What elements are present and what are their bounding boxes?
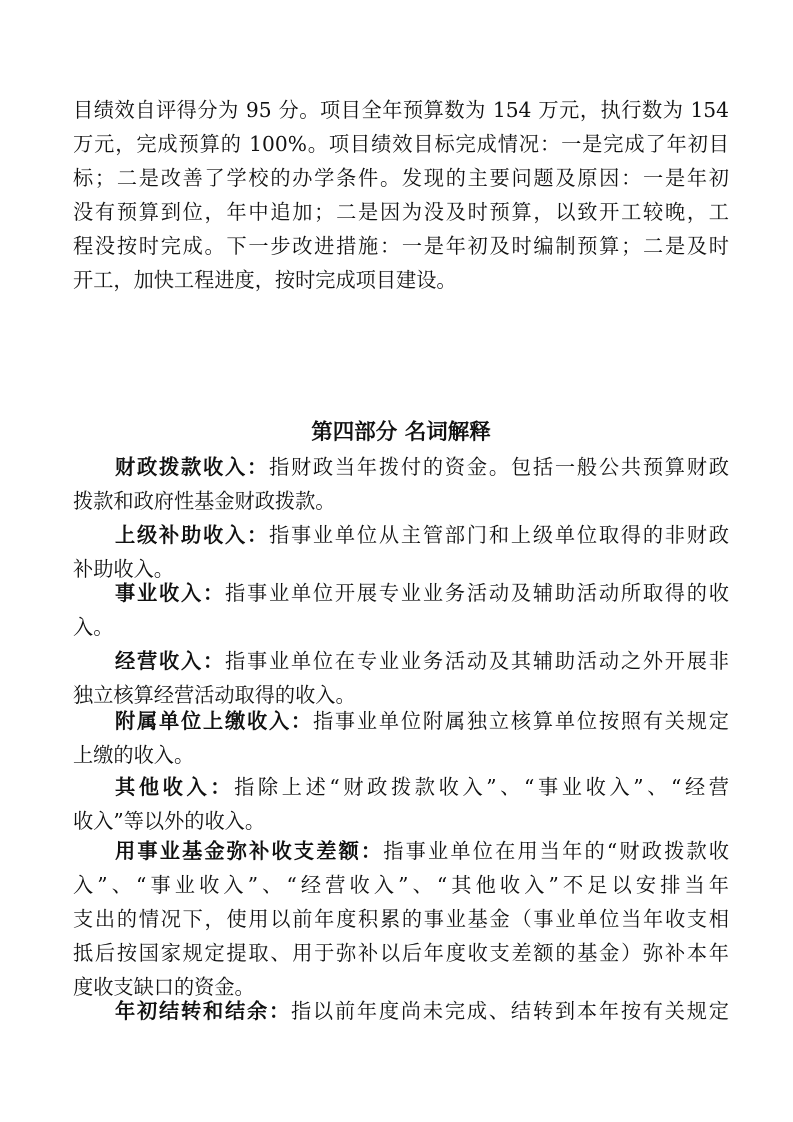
definition-first-line [73,450,729,484]
definition-term: 用事业基金弥补收支差额： [115,839,384,863]
definition-text: 指以前年度尚未完成、结转到本年按有关规定 [290,999,729,1023]
definition-line: 收入”等以外的收入。 [73,809,266,833]
definition-first-line [73,704,729,738]
definition-line: 支出的情况下，使用以前年度积累的事业基金（事业单位当年收支相 [73,907,729,931]
definition-first-line [73,834,729,868]
definition-line: 独立核算经营活动取得的收入。 [73,683,356,707]
definition-line: 抵后按国家规定提取、用于弥补以后年度收支差额的基金）弥补本年 [73,941,729,965]
performance-paragraph [73,93,729,297]
definition-fiscal-appropriation [73,450,729,518]
definition-term: 上级补助收入： [115,523,269,547]
definition-first-line [73,576,729,610]
paragraph-line: 程没按时完成。下一步改进措施：一是年初及时编制预算；二是及时 [73,234,729,258]
definition-term: 财政拨款收入： [115,455,269,479]
definition-term: 其他收入： [115,775,235,799]
definition-operating-income [73,644,729,712]
definition-first-line [73,994,729,1028]
definition-affiliate-remittance [73,704,729,772]
definition-other-income [73,770,729,838]
definition-line: 补助收入。 [73,557,174,581]
definition-line: 入”、“事业收入”、“经营收入”、“其他收入”不足以安排当年 [73,873,729,897]
definition-term: 附属单位上缴收入： [115,709,313,733]
definition-text: 指事业单位在用当年的“财政拨款收 [383,839,729,863]
definition-first-line [73,518,729,552]
definition-fund-offset [73,834,729,1004]
definition-first-line [73,770,729,804]
definition-term: 事业收入： [115,581,225,605]
definition-term: 经营收入： [115,649,225,673]
definition-text: 指事业单位附属独立核算单位按照有关规定 [312,709,729,733]
definition-line: 上缴的收入。 [73,743,195,767]
definition-text: 指事业单位在专业业务活动及其辅助活动之外开展非 [224,649,729,673]
paragraph-line: 标；二是改善了学校的办学条件。发现的主要问题及原因：一是年初 [73,166,729,190]
definition-text: 指事业单位从主管部门和上级单位取得的非财政 [268,523,729,547]
definition-term: 年初结转和结余： [115,999,291,1023]
definition-business-income [73,576,729,644]
paragraph-line: 万元，完成预算的 100%。项目绩效目标完成情况：一是完成了年初目 [73,132,729,156]
paragraph-line: 没有预算到位，年中追加；二是因为没及时预算，以致开工较晚，工 [73,200,729,224]
definition-text: 指除上述“财政拨款收入”、“事业收入”、“经营 [234,775,729,799]
definition-text: 指事业单位开展专业业务活动及辅助活动所取得的收 [224,581,729,605]
paragraph-line: 目绩效自评得分为 95 分。项目全年预算数为 154 万元，执行数为 154 [73,98,729,122]
definition-line: 入。 [73,615,114,639]
paragraph-line: 开工，加快工程进度，按时完成项目建设。 [73,268,457,292]
definition-line: 度收支缺口的资金。 [73,975,255,999]
definition-line: 拨款和政府性基金财政拨款。 [73,489,336,513]
section-heading: 第四部分 名词解释 [311,420,491,445]
definition-text: 指财政当年拨付的资金。包括一般公共预算财政 [268,455,729,479]
definition-carryover-balance [73,994,729,1028]
definition-first-line [73,644,729,678]
